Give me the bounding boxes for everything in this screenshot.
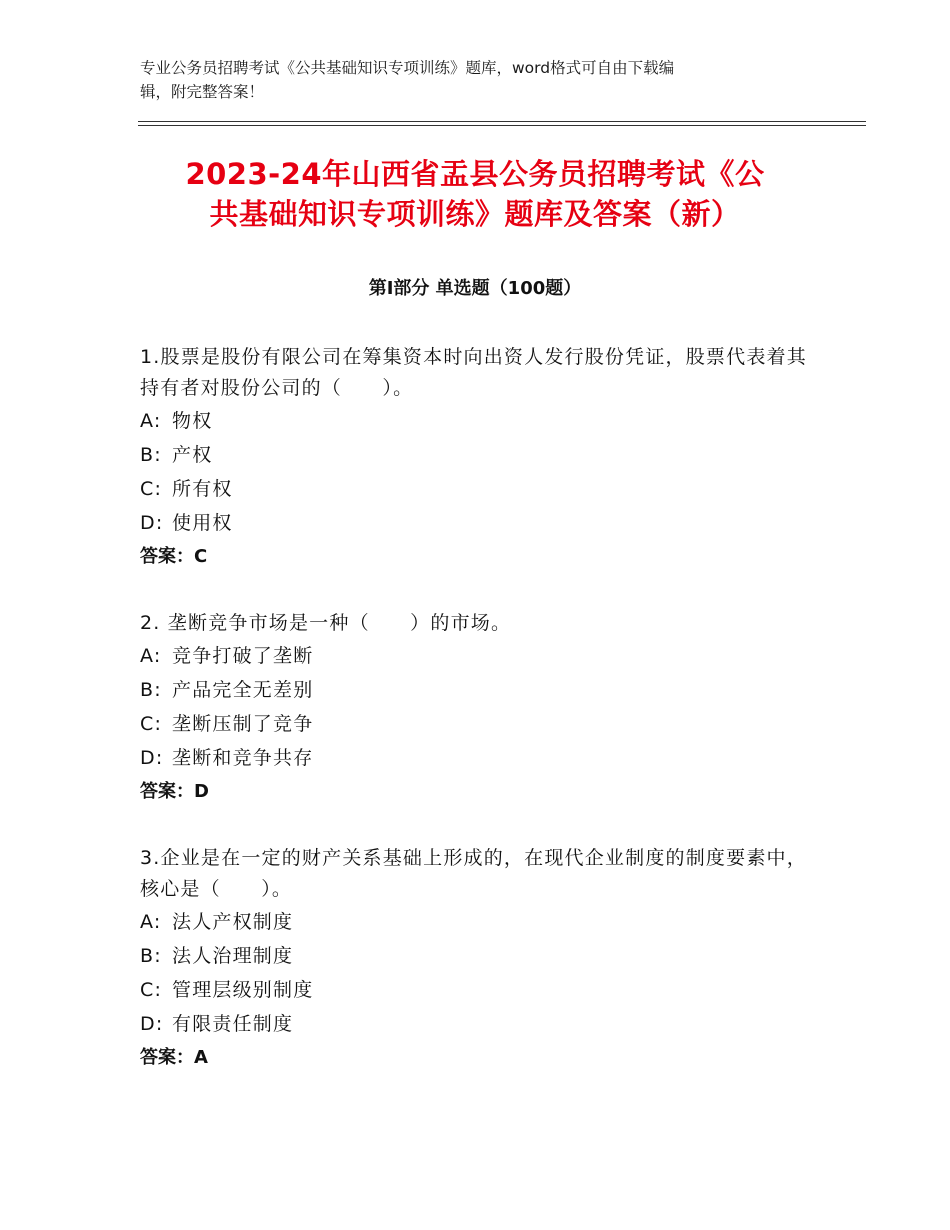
section-title: 第Ⅰ部分 单选题（100题） <box>368 278 582 299</box>
option-text: 有限责任制度 <box>172 1013 294 1035</box>
option-text: 所有权 <box>172 478 233 500</box>
option-c <box>140 707 810 741</box>
option-key: B: <box>140 679 162 701</box>
option-key: D: <box>140 1013 164 1035</box>
option-text: 竞争打破了垄断 <box>172 645 314 667</box>
option-a <box>140 905 810 939</box>
option-text: 使用权 <box>172 512 233 534</box>
option-key: B: <box>140 945 162 967</box>
option-d <box>140 741 810 775</box>
option-key: C: <box>140 979 163 1001</box>
option-key: A: <box>140 911 162 933</box>
answer-label: 答案：A <box>140 1047 208 1068</box>
header-note-line2: 辑，附完整答案！ <box>140 83 265 101</box>
option-b <box>140 939 810 973</box>
header-note-line1: 专业公务员招聘考试《公共基础知识专项训练》题库，word格式可自由下载编 <box>140 59 675 77</box>
option-c <box>140 973 810 1007</box>
question-stem: 3.企业是在一定的财产关系基础上形成的，在现代企业制度的制度要素中，核心是（ ）。 <box>140 847 807 900</box>
option-a <box>140 639 810 673</box>
option-text: 物权 <box>172 410 213 432</box>
header-divider <box>138 121 866 126</box>
question-list <box>140 342 810 1109</box>
option-text: 产品完全无差别 <box>172 679 314 701</box>
option-key: A: <box>140 645 162 667</box>
option-text: 产权 <box>172 444 213 466</box>
document-title <box>140 154 810 234</box>
question-1 <box>140 342 810 574</box>
option-b <box>140 438 810 472</box>
option-text: 管理层级别制度 <box>172 979 314 1001</box>
option-key: B: <box>140 444 162 466</box>
answer-label: 答案：D <box>140 781 209 802</box>
option-a <box>140 404 810 438</box>
option-text: 垄断压制了竞争 <box>172 713 314 735</box>
question-3 <box>140 843 810 1075</box>
option-key: C: <box>140 713 163 735</box>
option-key: D: <box>140 512 164 534</box>
option-d <box>140 506 810 540</box>
option-key: A: <box>140 410 162 432</box>
question-stem: 1.股票是股份有限公司在筹集资本时向出资人发行股份凭证，股票代表着其持有者对股份公司的（ ）。 <box>140 346 807 399</box>
option-c <box>140 472 810 506</box>
title-line2: 共基础知识专项训练》题库及答案（新） <box>209 197 741 231</box>
option-d <box>140 1007 810 1041</box>
option-text: 法人治理制度 <box>172 945 294 967</box>
option-key: C: <box>140 478 163 500</box>
title-line1: 2023-24年山西省盂县公务员招聘考试《公 <box>185 157 765 191</box>
header-note <box>140 56 800 104</box>
option-key: D: <box>140 747 164 769</box>
option-text: 法人产权制度 <box>172 911 294 933</box>
answer-label: 答案：C <box>140 546 208 567</box>
option-b <box>140 673 810 707</box>
question-2 <box>140 608 810 809</box>
question-stem: 2. 垄断竞争市场是一种（ ）的市场。 <box>140 612 512 634</box>
option-text: 垄断和竞争共存 <box>172 747 314 769</box>
